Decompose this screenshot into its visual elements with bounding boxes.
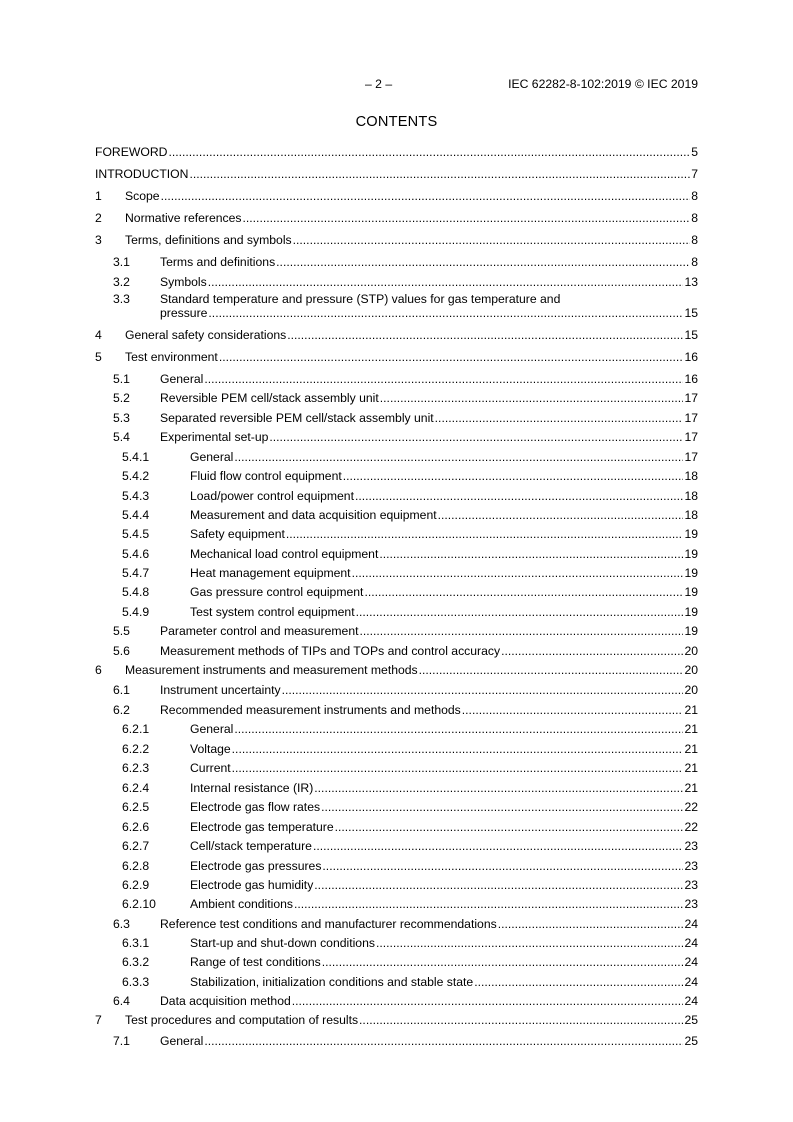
dot-leader — [359, 624, 683, 638]
toc-entry-title: FOREWORD — [95, 145, 168, 159]
toc-entry[interactable] — [95, 430, 698, 444]
toc-entry-number: 6.2.2 — [122, 742, 150, 756]
toc-entry[interactable] — [95, 663, 698, 677]
toc-entry-number: 6.2 — [113, 703, 130, 717]
toc-entry-title: Electrode gas pressures — [190, 859, 322, 873]
toc-entry-title: General — [190, 450, 234, 464]
toc-entry-title: Measurement instruments and measurement methods — [125, 663, 418, 677]
toc-entry-number: 6 — [95, 663, 102, 677]
dot-leader — [314, 878, 683, 892]
page-title: CONTENTS — [355, 114, 438, 130]
toc-entry[interactable] — [95, 722, 698, 736]
dot-leader — [376, 936, 683, 950]
toc-entry-page: 18 — [684, 508, 698, 522]
toc-entry-number: 6.2.10 — [122, 897, 156, 911]
toc-entry-title: Electrode gas humidity — [190, 878, 314, 892]
toc-entry[interactable] — [95, 683, 698, 697]
dot-leader — [234, 722, 683, 736]
toc-entry-number: 6.2.8 — [122, 859, 150, 873]
toc-entry[interactable] — [95, 742, 698, 756]
toc-entry-number: 6.2.1 — [122, 722, 150, 736]
toc-entry-page: 7 — [691, 167, 698, 181]
toc-entry-number: 6.3.3 — [122, 975, 150, 989]
dot-leader — [501, 644, 683, 658]
toc-entry-page: 21 — [684, 761, 698, 775]
toc-entry-number: 5.1 — [113, 372, 130, 386]
toc-entry-number: 5.4.1 — [122, 450, 150, 464]
toc-entry-number: 3.1 — [113, 255, 130, 269]
dot-leader — [161, 189, 691, 203]
toc-entry-page: 19 — [684, 605, 698, 619]
toc-entry-page: 25 — [684, 1034, 698, 1048]
toc-entry[interactable] — [95, 839, 698, 853]
toc-entry[interactable] — [95, 508, 698, 522]
toc-entry-title: INTRODUCTION — [95, 167, 189, 181]
toc-entry-title: Data acquisition method — [160, 994, 291, 1008]
toc-entry-title: Instrument uncertainty — [160, 683, 281, 697]
dot-leader — [474, 975, 683, 989]
toc-entry-title: Reference test conditions and manufacturer recommendations — [160, 917, 497, 931]
toc-entry-page: 8 — [691, 233, 698, 247]
dot-leader — [359, 1013, 683, 1027]
dot-leader — [168, 145, 690, 159]
toc-entry-title-line1: Standard temperature and pressure (STP) values for gas temperature and — [160, 292, 561, 306]
dot-leader — [364, 585, 683, 599]
toc-entry-page: 21 — [684, 781, 698, 795]
toc-entry-number: 5.4.4 — [122, 508, 150, 522]
toc-entry-title: Terms and definitions — [160, 255, 276, 269]
dot-leader — [321, 800, 683, 814]
toc-entry-page: 20 — [684, 683, 698, 697]
toc-entry[interactable] — [95, 145, 698, 159]
toc-entry-page: 18 — [684, 469, 698, 483]
dot-leader — [232, 742, 684, 756]
dot-leader — [419, 663, 684, 677]
toc-entry-number: 5.4.8 — [122, 585, 150, 599]
toc-entry-number: 6.2.7 — [122, 839, 150, 853]
dot-leader — [234, 450, 683, 464]
dot-leader — [208, 306, 683, 320]
toc-entry-page: 20 — [684, 663, 698, 677]
toc-entry[interactable] — [95, 878, 698, 892]
toc-entry-page: 16 — [684, 350, 698, 364]
toc-entry-page: 24 — [684, 955, 698, 969]
toc-entry[interactable] — [95, 292, 698, 320]
toc-entry[interactable] — [95, 372, 698, 386]
toc-entry[interactable] — [95, 255, 698, 269]
toc-entry-title: Gas pressure control equipment — [190, 585, 364, 599]
toc-entry-number: 5 — [95, 350, 102, 364]
toc-entry-title: Reversible PEM cell/stack assembly unit — [160, 391, 379, 405]
dot-leader — [355, 489, 683, 503]
dot-leader — [313, 839, 684, 853]
toc-entry-page: 21 — [684, 742, 698, 756]
toc-entry-page: 17 — [684, 450, 698, 464]
toc-entry[interactable] — [95, 644, 698, 658]
toc-entry-page: 19 — [684, 624, 698, 638]
toc-entry-number: 6.4 — [113, 994, 130, 1008]
toc-entry-page: 17 — [684, 430, 698, 444]
toc-entry[interactable] — [95, 975, 698, 989]
toc-entry-title: Range of test conditions — [190, 955, 321, 969]
toc-entry-number: 5.4.2 — [122, 469, 150, 483]
toc-entry-number: 6.2.6 — [122, 820, 150, 834]
toc-entry[interactable] — [95, 859, 698, 873]
toc-entry-page: 23 — [684, 897, 698, 911]
toc-entry-number: 2 — [95, 211, 102, 225]
toc-entry-page: 8 — [691, 255, 698, 269]
toc-entry[interactable] — [95, 917, 698, 931]
toc-entry-title: General — [160, 372, 204, 386]
toc-entry-number: 4 — [95, 328, 102, 342]
toc-entry[interactable] — [95, 1013, 698, 1027]
toc-entry-page: 21 — [684, 703, 698, 717]
toc-entry[interactable] — [95, 566, 698, 580]
toc-entry-title: General — [190, 722, 234, 736]
toc-entry-page: 24 — [684, 994, 698, 1008]
page-number: – 2 – — [365, 77, 393, 91]
dot-leader — [286, 527, 684, 541]
toc-entry[interactable] — [95, 167, 698, 181]
dot-leader — [379, 547, 683, 561]
dot-leader — [243, 211, 691, 225]
toc-entry-number: 6.2.5 — [122, 800, 150, 814]
toc-entry-page: 15 — [684, 328, 698, 342]
toc-entry-title: Heat management equipment — [190, 566, 351, 580]
toc-entry-title: Start-up and shut-down conditions — [190, 936, 375, 950]
dot-leader — [293, 233, 691, 247]
toc-entry-title: Load/power control equipment — [190, 489, 354, 503]
toc-entry-title: Terms, definitions and symbols — [125, 233, 292, 247]
dot-leader — [314, 781, 683, 795]
dot-leader — [292, 994, 684, 1008]
dot-leader — [204, 372, 683, 386]
toc-entry-page: 23 — [684, 839, 698, 853]
toc-entry[interactable] — [95, 936, 698, 950]
toc-entry-title: Internal resistance (IR) — [190, 781, 314, 795]
toc-entry-title: Parameter control and measurement — [160, 624, 359, 638]
toc-entry-page: 22 — [684, 820, 698, 834]
toc-entry-title: Recommended measurement instruments and methods — [160, 703, 461, 717]
toc-entry-page: 18 — [684, 489, 698, 503]
toc-entry-title: Stabilization, initialization conditions and stable state — [190, 975, 474, 989]
toc-entry[interactable] — [95, 350, 698, 364]
toc-entry-page: 19 — [684, 527, 698, 541]
dot-leader — [322, 955, 684, 969]
toc-entry-title: Measurement methods of TIPs and TOPs and control accuracy — [160, 644, 501, 658]
toc-entry-number: 6.3 — [113, 917, 130, 931]
toc-entry-title: Current — [190, 761, 231, 775]
toc-entry-page: 19 — [684, 547, 698, 561]
toc-entry-number: 5.3 — [113, 411, 130, 425]
toc-entry-page: 23 — [684, 878, 698, 892]
toc-entry-title: Ambient conditions — [190, 897, 293, 911]
dot-leader — [208, 275, 684, 289]
toc-entry[interactable] — [95, 624, 698, 638]
dot-leader — [322, 859, 683, 873]
toc-entry[interactable] — [95, 547, 698, 561]
toc-entry-title: General — [160, 1034, 204, 1048]
toc-entry[interactable] — [95, 275, 698, 289]
toc-entry-title: Safety equipment — [190, 527, 285, 541]
dot-leader — [356, 605, 684, 619]
toc-entry-number: 6.2.9 — [122, 878, 150, 892]
toc-entry-number: 5.4.6 — [122, 547, 150, 561]
toc-entry-number: 3.2 — [113, 275, 130, 289]
toc-entry[interactable] — [95, 761, 698, 775]
standard-reference: IEC 62282-8-102:2019 © IEC 2019 — [508, 77, 698, 91]
toc-entry-title: Voltage — [190, 742, 231, 756]
toc-entry[interactable] — [95, 469, 698, 483]
toc-entry-number: 5.5 — [113, 624, 130, 638]
toc-entry-page: 22 — [684, 800, 698, 814]
toc-entry-number: 7.1 — [113, 1034, 130, 1048]
toc-entry-title: Test environment — [125, 350, 218, 364]
toc-entry-title: General safety considerations — [125, 328, 287, 342]
dot-leader — [189, 167, 690, 181]
toc-entry-title: pressure — [160, 306, 208, 320]
dot-leader — [204, 1034, 683, 1048]
dot-leader — [219, 350, 684, 364]
toc-entry[interactable] — [95, 391, 698, 405]
toc-entry-page: 24 — [684, 975, 698, 989]
toc-entry[interactable] — [95, 800, 698, 814]
toc-entry-number: 6.2.4 — [122, 781, 150, 795]
toc-entry-title: Measurement and data acquisition equipment — [190, 508, 437, 522]
toc-entry[interactable] — [95, 781, 698, 795]
toc-entry-page: 13 — [684, 275, 698, 289]
toc-entry-number: 5.4.3 — [122, 489, 150, 503]
toc-entry[interactable] — [95, 233, 698, 247]
toc-entry-title: Symbols — [160, 275, 207, 289]
toc-entry-title: Cell/stack temperature — [190, 839, 312, 853]
toc-entry-number: 5.4 — [113, 430, 130, 444]
toc-entry-number: 5.4.9 — [122, 605, 150, 619]
toc-entry-number: 5.4.5 — [122, 527, 150, 541]
toc-entry-number: 6.1 — [113, 683, 130, 697]
toc-entry[interactable] — [95, 527, 698, 541]
toc-entry-title: Electrode gas temperature — [190, 820, 334, 834]
toc-entry[interactable] — [95, 1034, 698, 1048]
toc-entry-title: Mechanical load control equipment — [190, 547, 379, 561]
toc-entry-page: 15 — [684, 306, 698, 320]
toc-entry[interactable] — [95, 411, 698, 425]
dot-leader — [380, 391, 684, 405]
toc-entry[interactable] — [95, 585, 698, 599]
dot-leader — [462, 703, 684, 717]
dot-leader — [335, 820, 684, 834]
toc-entry-title: Fluid flow control equipment — [190, 469, 342, 483]
toc-entry-page: 23 — [684, 859, 698, 873]
toc-entry-number: 7 — [95, 1013, 102, 1027]
toc-entry-page: 8 — [691, 189, 698, 203]
toc-entry-page: 17 — [684, 391, 698, 405]
toc-entry-title: Scope — [125, 189, 160, 203]
toc-entry[interactable] — [95, 994, 698, 1008]
toc-entry-page: 21 — [684, 722, 698, 736]
toc-entry-title: Test procedures and computation of results — [125, 1013, 359, 1027]
toc-entry-title: Experimental set-up — [160, 430, 269, 444]
dot-leader — [269, 430, 683, 444]
toc-entry-page: 24 — [684, 917, 698, 931]
toc-entry-page: 20 — [684, 644, 698, 658]
dot-leader — [287, 328, 683, 342]
toc-entry-number: 5.4.7 — [122, 566, 150, 580]
toc-entry-number: 3 — [95, 233, 102, 247]
dot-leader — [232, 761, 684, 775]
toc-entry-number: 1 — [95, 189, 102, 203]
dot-leader — [343, 469, 684, 483]
toc-entry-number: 6.3.1 — [122, 936, 150, 950]
dot-leader — [294, 897, 683, 911]
toc-entry[interactable] — [95, 703, 698, 717]
page-header — [95, 77, 698, 93]
toc-entry-page: 16 — [684, 372, 698, 386]
toc-entry-number: 3.3 — [113, 292, 130, 306]
dot-leader — [498, 917, 684, 931]
toc-entry-title: Electrode gas flow rates — [190, 800, 321, 814]
toc-entry-page: 25 — [684, 1013, 698, 1027]
toc-entry[interactable] — [95, 489, 698, 503]
toc-entry-title: Test system control equipment — [190, 605, 355, 619]
dot-leader — [438, 508, 684, 522]
toc-entry-title: Separated reversible PEM cell/stack assembly unit — [160, 411, 434, 425]
toc-entry[interactable] — [95, 450, 698, 464]
toc-entry-page: 5 — [691, 145, 698, 159]
toc-entry[interactable] — [95, 211, 698, 225]
toc-entry[interactable] — [95, 820, 698, 834]
toc-entry-number: 6.2.3 — [122, 761, 150, 775]
toc-entry-page: 17 — [684, 411, 698, 425]
toc-entry[interactable] — [95, 189, 698, 203]
toc-entry-page: 8 — [691, 211, 698, 225]
toc-entry-page: 24 — [684, 936, 698, 950]
toc-entry-number: 5.2 — [113, 391, 130, 405]
toc-entry-title: Normative references — [125, 211, 242, 225]
toc-entry-number: 6.3.2 — [122, 955, 150, 969]
toc-entry-page: 19 — [684, 566, 698, 580]
dot-leader — [352, 566, 684, 580]
dot-leader — [276, 255, 690, 269]
toc-entry[interactable] — [95, 897, 698, 911]
toc-entry-number: 5.6 — [113, 644, 130, 658]
toc-entry-page: 19 — [684, 585, 698, 599]
dot-leader — [435, 411, 684, 425]
toc-entry[interactable] — [95, 328, 698, 342]
toc-entry[interactable] — [95, 605, 698, 619]
dot-leader — [282, 683, 684, 697]
toc-entry[interactable] — [95, 955, 698, 969]
